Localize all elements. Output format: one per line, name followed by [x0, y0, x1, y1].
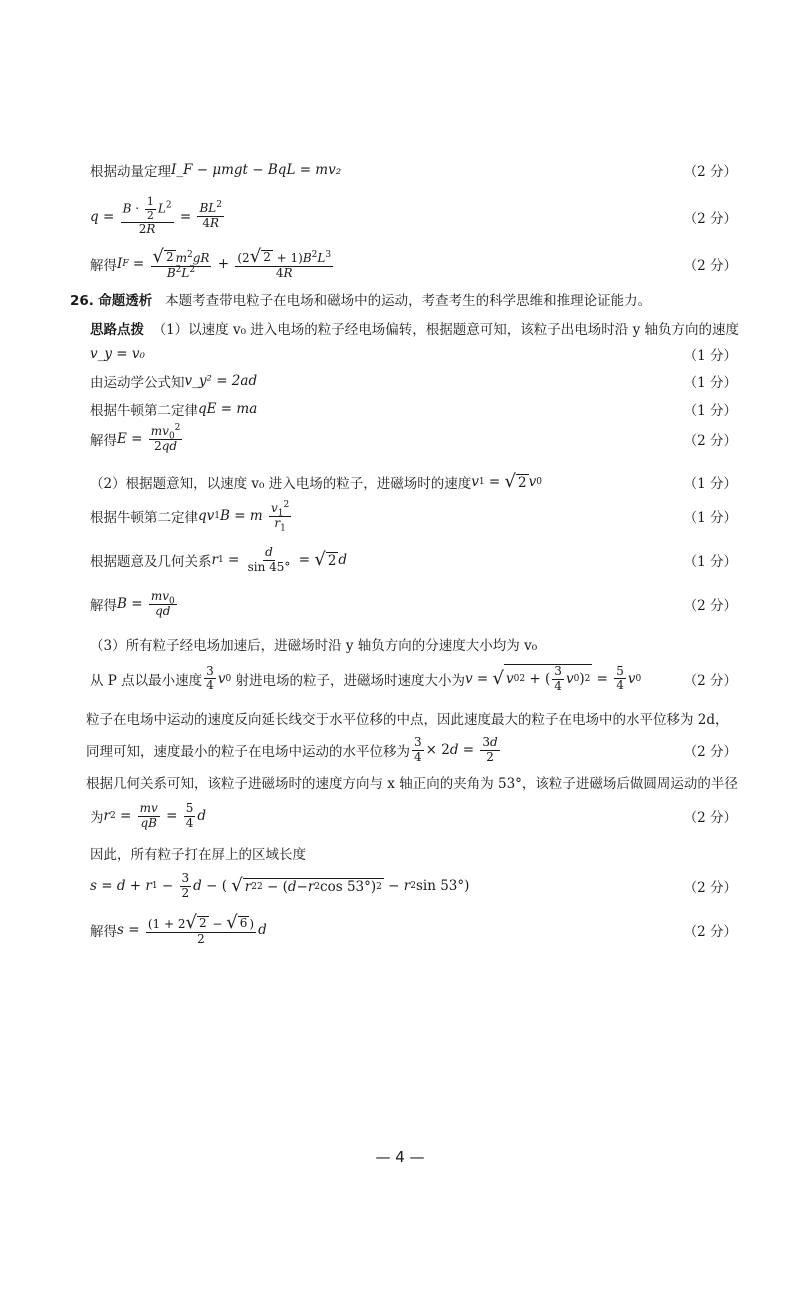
score: （1 分）: [683, 554, 737, 571]
radius-line: [90, 802, 737, 831]
line-text: 因此，所有粒子打在屏上的区域长度: [90, 847, 306, 863]
line-text: 为: [90, 810, 104, 827]
kinematics-line: [90, 371, 737, 391]
score: （2 分）: [683, 598, 737, 615]
line-text: 根据牛顿第二定律: [90, 510, 198, 527]
newton-line: [90, 399, 737, 419]
line-text: 根据题意及几何关系: [90, 554, 212, 571]
line-text: 从 P 点以最小速度: [90, 672, 203, 689]
b-result-line: [90, 590, 737, 619]
score: （2 分）: [683, 672, 737, 689]
line-text: 解得: [90, 258, 117, 275]
line-text: （3）所有粒子经电场加速后，进磁场时沿 y 轴负方向的分速度大小均为 v₀: [90, 638, 538, 654]
equation: 解得 s = (1 + 2 √ 2 − √ 6 ) 2 d: [90, 912, 267, 946]
section-title: 命题透析: [98, 293, 153, 309]
equation: v_y = v₀: [90, 346, 145, 362]
score: （1 分）: [683, 348, 737, 364]
line-text: 射进电场的粒子，进磁场时速度大小为: [235, 672, 465, 689]
region-line: [90, 843, 737, 863]
field-result-line: [90, 425, 737, 454]
equation: 从 P 点以最小速度 $\frac{3}{4}$ v 0 射进电场的粒子，进磁场时速度大小为 v = √ v 0 2 + ( $\frac{3}{4}$ v 0 ) 2 = $\frac{5}{4}$ v 0: [90, 663, 642, 693]
equation: 根据牛顿第二定律 qv 1 B = m $\frac{v_1^2}{r_1}$: [90, 500, 290, 534]
score: （2 分）: [683, 433, 737, 450]
min-speed-line: [90, 664, 737, 694]
line-text: 根据动量定理: [90, 164, 171, 180]
force-result-line: [90, 248, 737, 281]
score: （2 分）: [683, 164, 737, 180]
equation: I_F − μmgt − BqL = mv₂: [171, 162, 342, 178]
score: （1 分）: [683, 403, 737, 419]
idea-line: [90, 318, 740, 338]
score: （2 分）: [683, 880, 737, 897]
vy-line: [90, 344, 737, 364]
min-displacement-line: [86, 736, 737, 765]
section-title: 思路点拨: [90, 322, 144, 338]
geometry-line: [90, 546, 737, 575]
equation: 为 r 2 = $\frac{mv}{qB}$ = $\frac{5}{4}$ d: [90, 801, 206, 830]
line-text: 根据牛顿第二定律: [90, 403, 198, 419]
line-text: 根据几何关系可知，该粒子进磁场时的速度方向与 x 轴正向的夹角为 53°，该粒子进磁场后做圆周运动的半径: [86, 776, 738, 792]
score: （2 分）: [683, 258, 737, 275]
score: （2 分）: [683, 744, 737, 761]
part2-line: （2）根据题意知，以速度 v₀ 进入电场的粒子，进磁场时的速度 v 1 = √ 2 v 0 （1 分）: [90, 471, 737, 492]
equation: 根据题意及几何关系 r 1 = $\frac{d}{\sin 45^\circ}$ = √ 2 d: [90, 545, 348, 574]
equation: 解得 B = $\frac{mv_0}{qd}$: [90, 589, 175, 618]
displacement-line: [86, 708, 737, 728]
equation: 同理可知，速度最小的粒子在电场中运动的水平位移为 $\frac{3}{4}$ × 2 d = $\frac{3d}{2}$: [86, 735, 498, 764]
line-text: 解得: [90, 433, 117, 450]
equation: v_y² = 2ad: [184, 373, 258, 389]
angle-line: [86, 772, 737, 792]
line-text: 解得: [90, 598, 117, 615]
part3-line: [90, 634, 737, 654]
score: （1 分）: [683, 375, 737, 391]
final-result-line: [90, 914, 737, 947]
score: （1 分）: [683, 510, 737, 527]
line-text: （2）根据题意知，以速度 v₀ 进入电场的粒子，进磁场时的速度: [90, 476, 472, 492]
line-text: 由运动学公式知: [90, 375, 185, 391]
question-26-header: [70, 289, 651, 309]
line-text: （1）以速度 v₀ 进入电场的粒子经电场偏转，根据题意可知，该粒子出电场时沿 y 轴负方向的速度: [152, 322, 740, 338]
charge-equation-line: [90, 196, 737, 237]
page-number: — 4 —: [375, 1148, 425, 1166]
length-equation-line: [90, 872, 737, 901]
score: （2 分）: [683, 810, 737, 827]
equation: s = d + r 1 − $\frac{3}{2}$ d − ( √ r 2 2 − ( d − r 2 cos 53°) 2 − r 2 sin 53°): [90, 871, 470, 900]
score: （2 分）: [683, 210, 737, 227]
equation: qE = ma: [198, 401, 258, 417]
score: （2 分）: [683, 924, 737, 941]
momentum-theorem-line: [90, 160, 737, 180]
question-number: 26.: [70, 293, 94, 309]
line-text: 解得: [90, 924, 117, 941]
line-text: 同理可知，速度最小的粒子在电场中运动的水平位移为: [86, 744, 410, 761]
line-text: 本题考查带电粒子在电场和磁场中的运动，考查考生的科学思维和推理论证能力。: [165, 293, 652, 309]
line-text: 粒子在电场中运动的速度反向延长线交于水平位移的中点，因此速度最大的粒子在电场中的水平位移为 2d，: [86, 712, 729, 728]
equation: 解得 E = $\frac{mv_0^2}{2qd}$: [90, 423, 181, 453]
score: （1 分）: [683, 476, 737, 492]
newton-magnetic-line: [90, 500, 737, 534]
equation: 解得 I F = √ 2 $m^2gR$ $B^2L^2$ + (2 √ 2 + $1)B^2L^3$ 4R: [90, 246, 332, 280]
equation: q = B · $\frac{1}{2}$ $L^2$ 2R = $\frac{BL^2}{4R}$: [90, 195, 222, 237]
